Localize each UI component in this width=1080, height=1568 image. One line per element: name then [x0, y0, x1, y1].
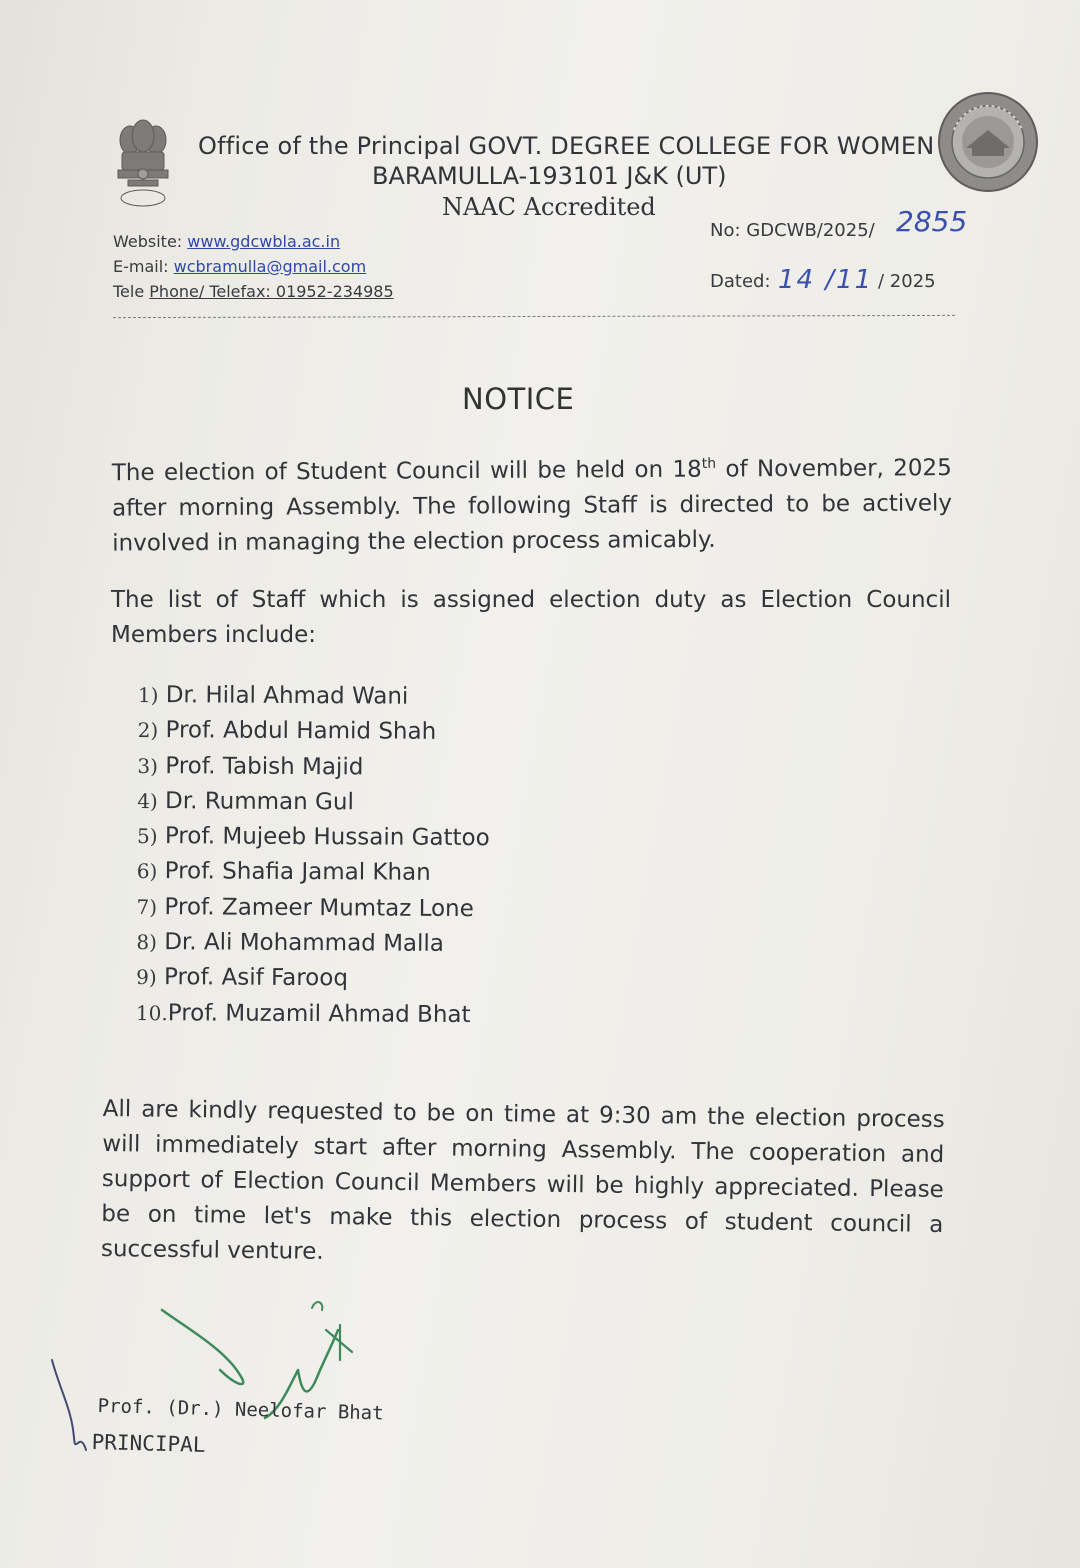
phone-label: Tele: [113, 282, 150, 301]
signatory-name: Prof. (Dr.) Neelofar Bhat: [97, 1395, 384, 1425]
list-item-number: 3): [137, 753, 159, 778]
list-item: [136, 925, 489, 962]
list-item-name: Prof. Zameer Mumtaz Lone: [164, 893, 474, 922]
header-divider: [113, 315, 955, 318]
handwritten-date: 14 /11: [778, 265, 874, 295]
para1-text-b: of November, 2025 after morning Assembly. The following Staff is directed to be actively involved in managing the election process amicably.: [111, 455, 953, 557]
list-item: [136, 890, 489, 927]
list-item-number: 2): [137, 718, 159, 743]
college-address: BARAMULLA-193101 J&K (UT): [372, 162, 727, 190]
list-item: [138, 678, 491, 715]
website-link[interactable]: www.gdcwbla.ac.in: [187, 232, 341, 251]
list-item-number: 4): [137, 788, 158, 814]
list-item-name: Prof. Mujeeb Hussain Gattoo: [164, 823, 490, 852]
list-item-number: 8): [136, 930, 157, 955]
email-label: E-mail:: [113, 257, 174, 276]
phone-number: Phone/ Telefax: 01952-234985: [149, 282, 394, 301]
dated-label: Dated:: [710, 271, 771, 292]
notice-paragraph-2: The list of Staff which is assigned election duty as Election Council Members include:: [111, 587, 951, 648]
list-item: [136, 960, 489, 997]
list-item-name: Prof. Muzamil Ahmad Bhat: [167, 999, 471, 1028]
list-item-number: 9): [136, 965, 157, 990]
list-item-name: Prof. Tabish Majid: [165, 752, 364, 780]
list-item: [137, 749, 490, 786]
list-item-number: 5): [136, 824, 158, 849]
list-item: [136, 996, 489, 1033]
list-item-name: Prof. Shafia Jamal Khan: [164, 858, 431, 887]
council-members-list: [136, 678, 491, 1033]
national-emblem-icon: [110, 118, 176, 210]
notice-paragraph-3: All are kindly requested to be on time at 9:30 am the election process will immediately start after morning Assembly. The cooperation and support of Election Council Members will be highly appreciated. Please be on time let's make this election process of student council a successful venture.: [100, 1095, 945, 1265]
list-item: [137, 854, 490, 891]
college-office-title: Office of the Principal GOVT. DEGREE COLLEGE FOR WOMEN: [198, 132, 935, 160]
list-item-name: Dr. Hilal Ahmad Wani: [165, 682, 409, 710]
list-item: [137, 819, 490, 856]
dated-year: / 2025: [878, 271, 936, 292]
list-item-name: Dr. Ali Mohammad Malla: [164, 929, 445, 957]
signatory-title: PRINCIPAL: [91, 1430, 206, 1457]
phone-row: [113, 282, 394, 301]
list-item-name: Dr. Rumman Gul: [165, 788, 354, 816]
list-item-number: 1): [137, 682, 159, 708]
email-row: [113, 257, 366, 276]
website-label: Website:: [113, 232, 188, 251]
reference-number-label: No: GDCWB/2025/: [710, 220, 875, 241]
para1-text-a: The election of Student Council will be held on 18: [111, 456, 702, 487]
list-item: [138, 713, 491, 750]
list-item-name: Prof. Abdul Hamid Shah: [165, 717, 437, 746]
notice-paragraph-1: [112, 445, 953, 561]
college-seal-icon: [936, 90, 1040, 194]
list-item-number: 6): [136, 859, 158, 884]
accreditation-line: NAAC Accredited: [442, 193, 656, 221]
website-row: [113, 232, 340, 251]
list-item: [137, 784, 490, 821]
list-item-name: Prof. Asif Farooq: [163, 964, 349, 992]
email-link[interactable]: wcbramulla@gmail.com: [173, 257, 367, 276]
handwritten-reference-number: 2855: [896, 205, 968, 238]
notice-title: NOTICE: [462, 382, 575, 416]
list-item-number: 7): [136, 894, 158, 919]
list-item-number: 10.: [135, 1000, 168, 1025]
para1-superscript: th: [701, 455, 717, 472]
